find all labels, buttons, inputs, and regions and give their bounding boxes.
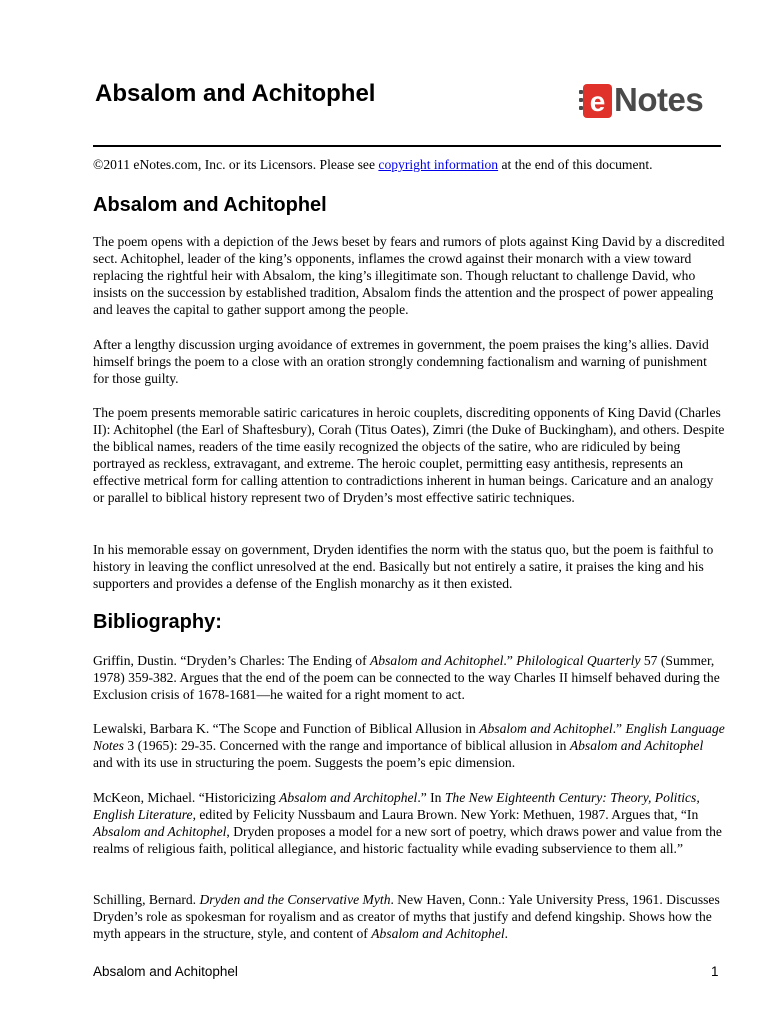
footer-title: Absalom and Achitophel bbox=[93, 964, 238, 979]
bibliography-entry bbox=[93, 891, 725, 942]
citation-text: 3 (1965): 29-35. Concerned with the range and importance of biblical allusion in bbox=[123, 738, 570, 754]
article-title: Absalom and Achitophel bbox=[93, 194, 327, 216]
citation-text: Lewalski, Barbara K. “The Scope and Function of Biblical Allusion in bbox=[93, 721, 480, 736]
citation-text: McKeon, Michael. “Historicizing bbox=[93, 790, 280, 805]
bibliography-entry bbox=[93, 652, 725, 703]
copyright-notice bbox=[93, 156, 733, 173]
page-number: 1 bbox=[711, 964, 719, 979]
citation-text: .” bbox=[612, 721, 626, 736]
citation-italic: Absalom and Achitophel bbox=[479, 721, 613, 736]
header-divider bbox=[93, 145, 721, 147]
bibliography-title: Bibliography: bbox=[93, 611, 222, 633]
citation-italic: The New Eighteenth Century: Theory, Politics, English Literature bbox=[93, 790, 700, 823]
citation-italic: Absalom and Achitophel bbox=[569, 738, 704, 754]
header-title: Absalom and Achitophel bbox=[95, 80, 376, 107]
citation-italic: Absalom and Achitophel bbox=[371, 926, 505, 942]
citation-italic: Philological Quarterly bbox=[516, 653, 641, 668]
citation-text: .” bbox=[503, 653, 517, 668]
copyright-info-link[interactable]: copyright information bbox=[378, 157, 499, 172]
citation-text: and with its use in structuring the poem. Suggests the poem’s epic dimension. bbox=[93, 755, 516, 771]
citation-text: . New Haven, Conn.: Yale University Press, 1961. Discusses Dryden’s role as spokesman for royalism and as creator of myths that justify and defend kingship. Shows how the myth appears in the structure, style, and content of bbox=[93, 892, 720, 942]
citation-italic: Absalom and Achitophel bbox=[370, 653, 504, 668]
citation-text: Schilling, Bernard. bbox=[93, 892, 200, 907]
citation-text: , Dryden proposes a model for a new sort of poetry, which draws power and value from the realms of religious faith, political allegiance, and historic factuality while evading subservience to them all.” bbox=[93, 824, 722, 857]
article-paragraph-1: The poem opens with a depiction of the Jews beset by fears and rumors of plots against King David by a discredited sect. Achitophel, leader of the king’s opponents, inflames the crowd against their monarch with a view toward replacing the rightful heir with Absalom, the king’s illegitimate son. Though reluctant to challenge David, who insists on the succession by established tradition, Absalom finds the attention and the prospect of power appealing and leaves the capital to gather support among the people. bbox=[93, 234, 725, 318]
article-paragraph-3: The poem presents memorable satiric caricatures in heroic couplets, discrediting opponents of King David (Charles II): Achitophel (the Earl of Shaftesbury), Corah (Titus Oates), Zimri (the Duke of Buckingham), and others. Despite the biblical names, readers of the time easily recognized the objects of the satire, who are ridiculed by being portrayed as reckless, extravagant, and extreme. The heroic couplet, permitting easy antithesis, represents an effective metrical form for calling attention to contradictions inherent in human beings. Caricature and an analogy or parallel to biblical history represent two of Dryden’s most effective satiric techniques. bbox=[93, 405, 725, 506]
logo-mark-letter: e bbox=[589, 86, 606, 117]
bibliography-entry bbox=[93, 720, 725, 771]
enotes-logo[interactable] bbox=[578, 80, 728, 120]
citation-text: . bbox=[504, 926, 509, 942]
copyright-prefix: ©2011 eNotes.com, Inc. or its Licensors. Please see bbox=[93, 157, 379, 172]
article-paragraph-4: In his memorable essay on government, Dryden identifies the norm with the status quo, but the poem is faithful to history in leaving the conflict unresolved at the end. Basically but not entirely a satire, it praises the king and his supporters and provides a defense of the English monarchy as it then existed. bbox=[93, 542, 714, 592]
copyright-suffix: at the end of this document. bbox=[498, 157, 653, 172]
citation-text: .” In bbox=[417, 790, 445, 805]
citation-text: , edited by Felicity Nussbaum and Laura Brown. New York: Methuen, 1987. Argues that, “In bbox=[192, 807, 699, 823]
citation-text: 57 (Summer, 1978) 359-382. Argues that the end of the poem can be connected to the way Charles II himself behaved during the Exclusion crisis of 1678-1681—he waited for a right moment to act. bbox=[93, 653, 720, 703]
citation-italic: Absalom and Achitophel bbox=[93, 824, 227, 840]
logo-wordmark: Notes bbox=[614, 81, 704, 118]
enotes-logo-icon bbox=[578, 83, 614, 119]
citation-italic: English Language Notes bbox=[93, 721, 725, 754]
article-paragraph-2: After a lengthy discussion urging avoidance of extremes in government, the poem praises the king’s allies. David himself brings the poem to a close with an oration strongly condemning factionalism and warning of punishment for those guilty. bbox=[93, 337, 709, 387]
citation-italic: Dryden and the Conservative Myth bbox=[199, 892, 391, 907]
citation-text: Griffin, Dustin. “Dryden’s Charles: The Ending of bbox=[93, 653, 370, 668]
bibliography-entry bbox=[93, 789, 725, 857]
citation-italic: Absalom and Architophel bbox=[279, 790, 418, 805]
